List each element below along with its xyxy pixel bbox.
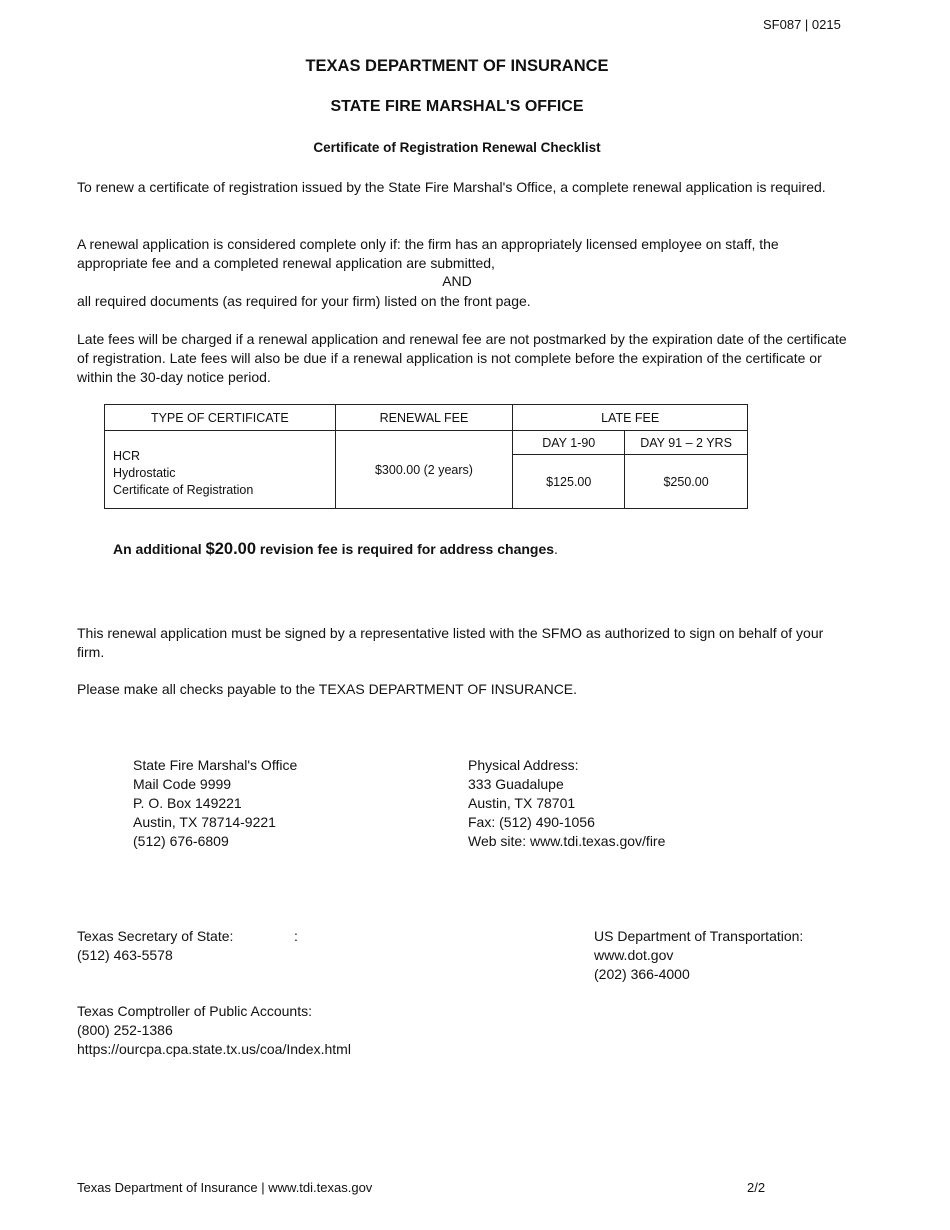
- intro-paragraph: To renew a certificate of registration issued by the State Fire Marshal's Office, a complete renewal application is required.: [77, 179, 826, 195]
- sos-colon: :: [294, 928, 298, 944]
- physical-address-line: Austin, TX 78701: [468, 795, 576, 811]
- late-day2-header: DAY 91 – 2 YRS: [625, 431, 748, 455]
- fee-table-subheader-row: [105, 431, 748, 455]
- fee-table-header-row: [105, 405, 748, 431]
- physical-address-line: Physical Address:: [468, 757, 579, 773]
- dot-line: US Department of Transportation:: [594, 928, 804, 944]
- revision-fee-suffix: revision fee is required for address changes: [256, 541, 555, 557]
- col-late-header: LATE FEE: [513, 405, 748, 431]
- dot-line: (202) 366-4000: [594, 966, 690, 982]
- mailing-address-line: Austin, TX 78714-9221: [133, 814, 276, 830]
- secretary-of-state-block: [77, 927, 298, 965]
- mailing-address-line: State Fire Marshal's Office: [133, 757, 298, 773]
- agency-title: TEXAS DEPARTMENT OF INSURANCE: [305, 57, 609, 75]
- page-number: 2/2: [747, 1180, 766, 1195]
- sos-phone: (512) 463-5578: [77, 947, 173, 963]
- comptroller-block: [77, 1002, 351, 1059]
- required-documents-paragraph: all required documents (as required for your firm) listed on the front page.: [77, 293, 531, 309]
- physical-address-line[interactable]: Web site: www.tdi.texas.gov/fire: [468, 833, 666, 849]
- late-fees-paragraph: Late fees will be charged if a renewal application and renewal fee are not postmarked by the expiration date of the certificate of registration. Late fees will also be due if a renewal application is not complete before the expiration of the certificate or within the 30-day notice period.: [77, 331, 847, 385]
- office-title: STATE FIRE MARSHAL'S OFFICE: [330, 98, 584, 115]
- col-renewal-header: RENEWAL FEE: [335, 405, 513, 431]
- dot-line[interactable]: www.dot.gov: [594, 947, 674, 963]
- comptroller-line: Texas Comptroller of Public Accounts:: [77, 1003, 312, 1019]
- sos-label: Texas Secretary of State:: [77, 928, 234, 944]
- sos-label-line: [77, 927, 298, 946]
- footer-left: Texas Department of Insurance | www.tdi.texas.gov: [77, 1180, 373, 1195]
- revision-fee-prefix: An additional: [113, 541, 206, 557]
- physical-address-block: [468, 756, 665, 851]
- cert-type-item: Hydrostatic: [113, 466, 176, 480]
- and-separator: AND: [442, 273, 472, 289]
- comptroller-line[interactable]: https://ourcpa.cpa.state.tx.us/coa/Index.html: [77, 1041, 351, 1057]
- physical-address-line: 333 Guadalupe: [468, 776, 564, 792]
- certificate-types-cell: [105, 431, 336, 509]
- mailing-address-line: (512) 676-6809: [133, 833, 229, 849]
- renewal-fee-cell: $300.00 (2 years): [335, 431, 513, 509]
- late-fee-1-cell: $125.00: [513, 455, 625, 509]
- mailing-address-line: Mail Code 9999: [133, 776, 232, 792]
- checklist-title: Certificate of Registration Renewal Checklist: [313, 140, 601, 155]
- signature-paragraph: This renewal application must be signed by a representative listed with the SFMO as authorized to sign on behalf of your firm.: [77, 625, 824, 660]
- checks-payable-paragraph: Please make all checks payable to the TEXAS DEPARTMENT OF INSURANCE.: [77, 681, 578, 697]
- col-type-header: TYPE OF CERTIFICATE: [105, 405, 336, 431]
- mailing-address-line: P. O. Box 149221: [133, 795, 242, 811]
- mailing-address-block: [133, 756, 297, 851]
- late-day1-header: DAY 1-90: [513, 431, 625, 455]
- revision-fee-period: .: [554, 541, 558, 557]
- cert-type-item: HCR: [113, 449, 141, 463]
- revision-fee-notice: [113, 540, 558, 559]
- revision-fee-amount: $20.00: [205, 540, 257, 558]
- comptroller-line: (800) 252-1386: [77, 1022, 173, 1038]
- dot-contact-block: [594, 927, 803, 984]
- complete-application-paragraph: A renewal application is considered complete only if: the firm has an appropriately licensed employee on staff, the appropriate fee and a completed renewal application are submitted,: [77, 236, 779, 271]
- form-id: SF087 | 0215: [763, 17, 841, 32]
- fee-table: [104, 404, 748, 509]
- late-fee-2-cell: $250.00: [625, 455, 748, 509]
- physical-address-line: Fax: (512) 490-1056: [468, 814, 595, 830]
- cert-type-item: Certificate of Registration: [113, 483, 254, 497]
